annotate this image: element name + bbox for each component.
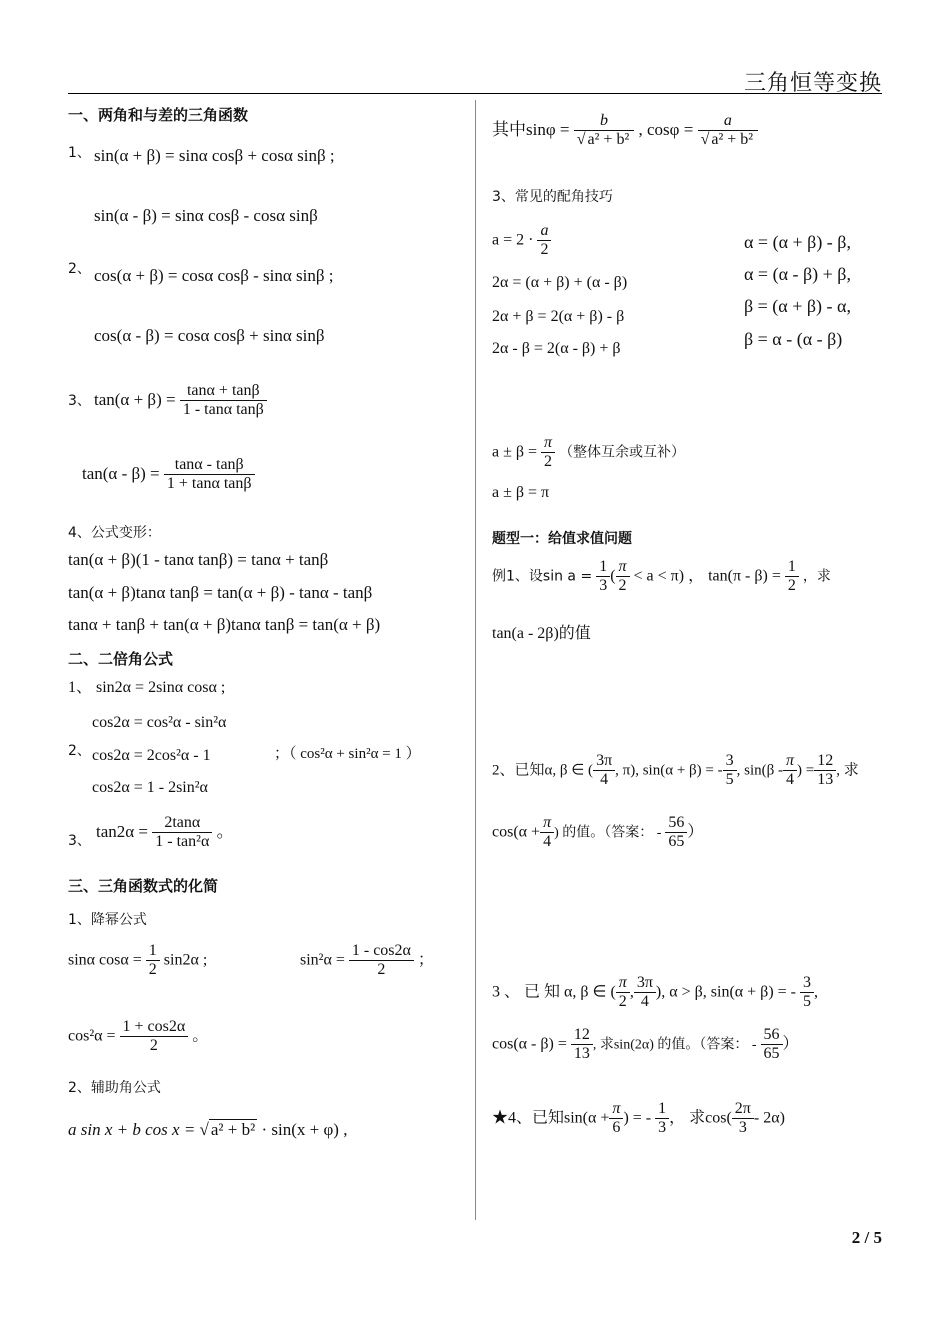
example-1	[492, 558, 831, 596]
fraction	[785, 558, 799, 596]
item-number: 2、	[68, 261, 91, 277]
fraction	[571, 1026, 593, 1064]
formula-lhs: a sin x + b cos x =	[68, 1120, 196, 1139]
denominator: 2	[787, 577, 796, 595]
numerator: π	[616, 974, 630, 993]
section-title-2: 二、二倍角公式	[68, 650, 174, 668]
denominator: 13	[817, 771, 834, 789]
denominator: 4	[640, 993, 649, 1011]
fraction	[698, 112, 759, 150]
fraction	[723, 752, 737, 790]
formula-rhs: sin2α ;	[163, 951, 208, 969]
subheading-auxiliary-angle: 2、辅助角公式	[68, 1080, 161, 1096]
fraction	[609, 1100, 623, 1138]
example-label: 例1、设sin a =	[492, 568, 593, 585]
radicand: a² + b²	[587, 131, 630, 149]
formula-lhs: cos(α +	[492, 823, 541, 841]
numerator: a	[698, 112, 759, 131]
numerator: π	[616, 558, 630, 577]
numerator: tanα - tanβ	[164, 456, 255, 475]
denominator: 13	[573, 1045, 590, 1063]
fraction	[537, 222, 551, 260]
answer-fraction	[665, 814, 687, 852]
formula-variant-2: tan(α + β)tanα tanβ = tan(α + β) - tanα - tanβ	[68, 583, 373, 602]
formula-rhs: · sin(x + φ) ,	[261, 1120, 348, 1139]
formula-lhs: tan(α - β) =	[82, 463, 160, 483]
denominator: 2	[148, 961, 157, 979]
fraction	[783, 752, 797, 790]
answer-fraction	[761, 1026, 783, 1064]
formula-lhs: sin²α =	[300, 951, 345, 969]
condition: , π), sin(α + β) = -	[615, 762, 723, 779]
angle-trick-1	[492, 222, 551, 260]
end-mark: - 2α)	[753, 1109, 785, 1127]
where-clause	[492, 112, 758, 150]
fraction	[540, 814, 554, 852]
numerator: 1	[146, 942, 160, 961]
angle-trick-3: 2α + β = 2(α + β) - β	[492, 308, 625, 325]
supplementary-angle: a ± β = π	[492, 484, 550, 501]
item-number: 1、	[68, 145, 91, 161]
fraction	[814, 752, 836, 790]
example-1-line2: tan(a - 2β)的值	[492, 625, 591, 642]
numerator: 56	[665, 814, 687, 833]
formula-lhs: a ± β =	[492, 443, 538, 461]
identity-note: ；（ cos²α + sin²α = 1 ）	[274, 746, 421, 762]
angle-trick-7: β = (α + β) - α,	[744, 296, 851, 316]
angle-trick-4: 2α - β = 2(α - β) + β	[492, 340, 621, 357]
fraction	[146, 942, 160, 980]
denominator: 5	[803, 993, 811, 1011]
denominator: 2	[540, 241, 549, 259]
example-4	[492, 1100, 785, 1138]
formula-cos-squared	[68, 1018, 208, 1056]
formula-lhs: tan2α =	[96, 821, 149, 841]
example-label: 3 、 已 知 α, β ∈ (	[492, 983, 616, 1001]
fraction	[164, 456, 255, 494]
example-2	[492, 752, 859, 790]
denominator: 5	[725, 771, 734, 789]
ask: , 求	[836, 762, 859, 779]
denominator: 2	[618, 577, 627, 595]
denominator: 1 - tanα tanβ	[182, 401, 264, 419]
formula-sincos-product	[68, 942, 207, 980]
section-title-1: 一、两角和与差的三角函数	[68, 106, 249, 124]
formula-tan-double	[96, 814, 234, 852]
angle-trick-6: α = (α - β) + β,	[744, 264, 851, 284]
denominator: 1 - tan²α	[155, 833, 210, 851]
formula-sin-diff: sin(α - β) = sinα cosβ - cosα sinβ	[94, 206, 318, 225]
sqrt-sign: √	[199, 1120, 209, 1139]
example-3	[492, 974, 818, 1012]
denominator: 2	[149, 1037, 158, 1055]
end-mark: ）	[687, 823, 704, 841]
angle-trick-8: β = α - (α - β)	[744, 329, 843, 349]
numerator: 1 - cos2α	[349, 942, 414, 961]
complementary-angle	[492, 434, 685, 472]
comma: ,	[629, 983, 634, 1001]
numerator: 1	[785, 558, 799, 577]
page-title: 三角恒等变换	[743, 71, 882, 96]
item-number: 3、	[68, 393, 91, 409]
formula-cos-sum: cos(α + β) = cosα cosβ - sinα sinβ ;	[94, 266, 334, 285]
formula-lhs: sinα cosα =	[68, 951, 142, 969]
question-type-heading: 题型一：给值求值问题	[492, 531, 632, 547]
condition: ) =	[797, 762, 815, 779]
fraction	[655, 1100, 669, 1138]
formula-variants-heading: 4、公式变形：	[68, 525, 161, 541]
subheading-angle-tricks: 3、常见的配角技巧	[492, 189, 613, 205]
column-divider	[475, 100, 476, 1220]
paren: (	[610, 567, 616, 585]
formula-cos-double-1: cos2α = cos²α - sin²α	[92, 714, 227, 731]
formula-lhs: tan(α + β) =	[94, 389, 176, 409]
formula-variant-3: tanα + tanβ + tan(α + β)tanα tanβ = tan(α + β)	[68, 615, 381, 634]
denominator: 4	[786, 771, 794, 789]
page-number: 2 / 5	[851, 1228, 882, 1247]
denominator: 4	[543, 833, 552, 851]
subheading-power-reduction: 1、降幂公式	[68, 912, 147, 928]
fraction	[180, 382, 267, 420]
denominator: 65	[668, 833, 685, 851]
formula-lhs: cos(α - β) =	[492, 1035, 567, 1053]
note: （整体互余或互补）	[559, 444, 686, 461]
fraction	[616, 974, 630, 1012]
formula-cos-diff: cos(α - β) = cosα cosβ + sinα sinβ	[94, 326, 325, 345]
numerator: 1 + cos2α	[120, 1018, 189, 1037]
numerator: 3π	[634, 974, 656, 993]
numerator: tanα + tanβ	[180, 382, 267, 401]
fraction	[541, 434, 555, 472]
example-2-line2	[492, 814, 703, 852]
condition: ), α > β, sin(α + β) = -	[655, 983, 796, 1001]
fraction	[593, 752, 615, 790]
numerator: 3π	[593, 752, 615, 771]
condition: < a < π) ， tan(π - β) =	[633, 567, 781, 585]
formula-sin-double: 1、 sin2α = 2sinα cosα ;	[68, 679, 226, 696]
formula-auxiliary-angle	[68, 1120, 347, 1140]
ask: ，求	[802, 568, 831, 585]
item-number: 3、	[68, 833, 91, 849]
example-3-line2	[492, 1026, 799, 1064]
where-mid: , cosφ =	[638, 119, 694, 139]
numerator: 3	[800, 974, 814, 993]
formula-cos-double-3: cos2α = 1 - 2sin²α	[92, 779, 208, 796]
fraction	[574, 112, 635, 150]
radicand: a² + b²	[711, 131, 754, 149]
fraction	[616, 558, 630, 596]
denominator: 2	[544, 453, 553, 471]
fraction	[800, 974, 814, 1012]
end-mark: ；	[417, 951, 434, 969]
formula-lhs: a = 2 ·	[492, 231, 534, 249]
formula-variant-1: tan(α + β)(1 - tanα tanβ) = tanα + tanβ	[68, 550, 329, 569]
formula-tan-sum	[94, 382, 267, 420]
answer-label: ) 的值。（答案： -	[554, 825, 662, 841]
condition: , sin(β -	[736, 762, 783, 779]
numerator: a	[537, 222, 551, 241]
numerator: 12	[814, 752, 836, 771]
numerator: π	[540, 814, 554, 833]
denominator: 2	[377, 961, 386, 979]
formula-sin-sum: sin(α + β) = sinα cosβ + cosα sinβ ;	[94, 146, 335, 165]
numerator: 3	[723, 752, 737, 771]
radicand: a² + b²	[210, 1120, 256, 1139]
denominator: 3	[599, 577, 608, 595]
numerator: π	[783, 752, 797, 771]
end-mark: 。	[216, 821, 234, 841]
example-label: 2、已知α, β ∈ (	[492, 762, 594, 779]
item-number: 2、	[68, 743, 91, 759]
numerator: 1	[655, 1100, 669, 1119]
denominator: 3	[658, 1119, 667, 1137]
numerator: 1	[596, 558, 610, 577]
end-mark: ）	[782, 1035, 799, 1053]
header-rule	[68, 93, 882, 94]
fraction	[596, 558, 610, 596]
numerator: π	[541, 434, 555, 453]
angle-trick-2: 2α = (α + β) + (α - β)	[492, 274, 628, 291]
angle-trick-5: α = (α + β) - β,	[744, 232, 851, 252]
fraction	[120, 1018, 189, 1056]
numerator: 2π	[732, 1100, 754, 1119]
formula-sin-squared	[300, 942, 434, 980]
denominator: 2	[618, 993, 627, 1011]
denominator: √ a² + b²	[700, 131, 754, 149]
fraction	[634, 974, 656, 1012]
end-mark: ,	[814, 983, 818, 1001]
ask: ， 求cos(	[669, 1109, 732, 1127]
fraction	[349, 942, 414, 980]
formula-cos-double-2: cos2α = 2cos²α - 1	[92, 747, 211, 764]
numerator: 12	[571, 1026, 593, 1045]
where-prefix: 其中sinφ =	[492, 119, 570, 139]
denominator: √ a² + b²	[576, 131, 630, 149]
answer-label: , 求sin(2α) 的值。（答案： -	[592, 1037, 757, 1053]
example-label: ★4、已知sin(α +	[492, 1109, 610, 1127]
condition: ) = -	[623, 1109, 652, 1127]
denominator: 4	[600, 771, 609, 789]
numerator: π	[609, 1100, 623, 1119]
section-title-3: 三、三角函数式的化简	[68, 877, 219, 895]
fraction	[152, 814, 212, 852]
numerator: 56	[761, 1026, 783, 1045]
denominator: 65	[763, 1045, 780, 1063]
fraction	[732, 1100, 754, 1138]
formula-lhs: cos²α =	[68, 1027, 116, 1045]
numerator: b	[574, 112, 635, 131]
numerator: 2tanα	[152, 814, 212, 833]
denominator: 6	[612, 1119, 621, 1137]
formula-tan-diff	[82, 456, 255, 494]
denominator: 3	[738, 1119, 747, 1137]
end-mark: 。	[192, 1027, 209, 1045]
denominator: 1 + tanα tanβ	[166, 475, 252, 493]
